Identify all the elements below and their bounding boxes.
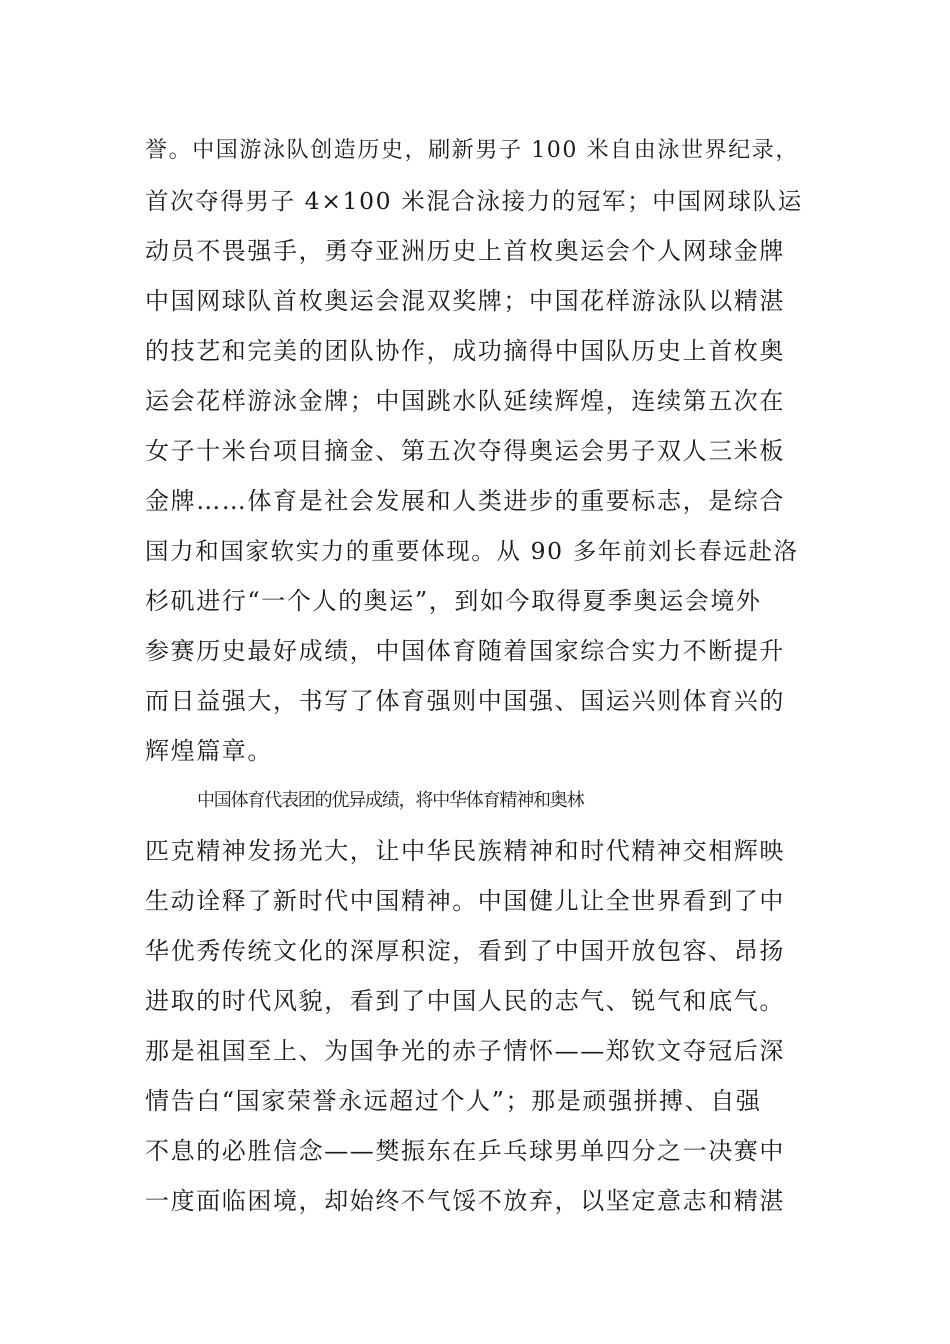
text-line: 生动诠释了新时代中国精神。中国健儿让全世界看到了中 [145,887,785,915]
text-line: 参赛历史最好成绩，中国体育随着国家综合实力不断提升 [145,637,785,665]
text-line: 女子十米台项目摘金、第五次夺得奥运会男子双人三米板 [145,437,785,465]
text-line: 进取的时代风貌，看到了中国人民的志气、锐气和底气。 [145,987,785,1015]
text-line: 运会花样游泳金牌；中国跳水队延续辉煌，连续第五次在 [145,387,785,415]
text-line: 不息的必胜信念——樊振东在乒乓球男单四分之一决赛中 [145,1137,785,1165]
text-line: 的技艺和完美的团队协作，成功摘得中国队历史上首枚奥 [145,337,785,365]
text-line: 而日益强大，书写了体育强则中国强、国运兴则体育兴的 [145,687,785,715]
text-line: 那是祖国至上、为国争光的赤子情怀——郑钦文夺冠后深 [145,1037,785,1065]
text-line: 金牌……体育是社会发展和人类进步的重要标志，是综合 [145,487,785,515]
text-line: 匹克精神发扬光大，让中华民族精神和时代精神交相辉映 [145,837,785,865]
text-line: 动员不畏强手，勇夺亚洲历史上首枚奥运会个人网球金牌 [145,237,785,265]
text-line: 辉煌篇章。 [145,737,273,765]
text-line: 华优秀传统文化的深厚积淀，看到了中国开放包容、昂扬 [145,937,785,965]
text-line: 中国网球队首枚奥运会混双奖牌；中国花样游泳队以精湛 [145,287,785,315]
text-line: 首次夺得男子 4×100 米混合泳接力的冠军；中国网球队运 [145,187,803,215]
text-line: 国力和国家软实力的重要体现。从 90 多年前刘长春远赴洛 [145,537,799,565]
text-line: 杉矶进行“一个人的奥运”，到如今取得夏季奥运会境外 [145,587,762,615]
text-line: 一度面临困境，却始终不气馁不放弃，以坚定意志和精湛 [145,1187,785,1215]
text-line: 情告白“国家荣誉永远超过个人”；那是顽强拼搏、自强 [145,1087,762,1115]
text-line: 誉。中国游泳队创造历史，刷新男子 100 米自由泳世界纪录， [145,138,799,163]
text-line: 中国体育代表团的优异成绩，将中华体育精神和奥林 [197,790,584,811]
